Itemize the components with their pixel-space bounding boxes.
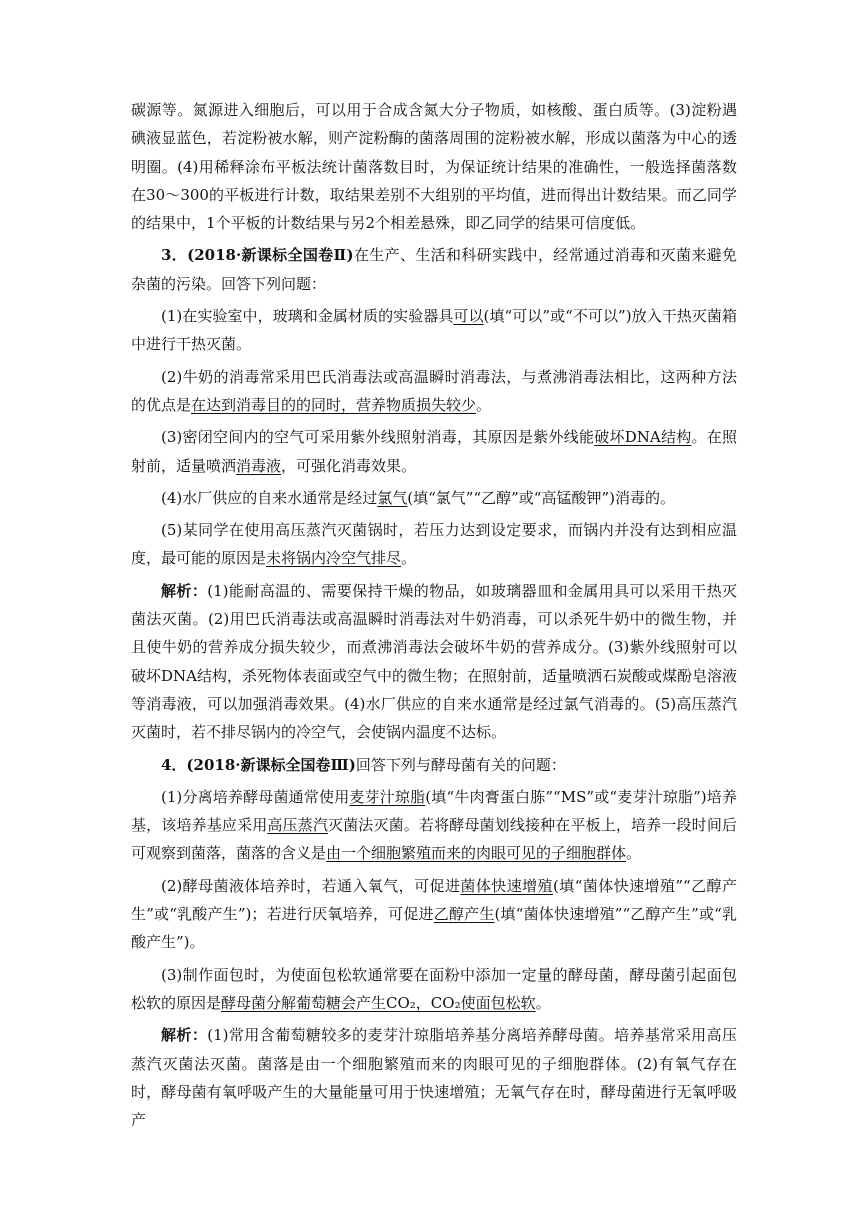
question-4-explanation — [131, 1021, 737, 1134]
text-segment: 回答下列与酵母菌有关的问题： — [355, 755, 566, 774]
explanation-label: 解析： — [161, 1026, 208, 1045]
question-4-part-3 — [131, 961, 737, 1018]
question-3-part-3 — [131, 423, 737, 480]
text-segment: (填“氯气”“乙醇”或“高锰酸钾”)消毒的。 — [407, 488, 675, 507]
answer-underline: 高压蒸汽 — [267, 816, 328, 835]
answer-underline: 在达到消毒目的的同时，营养物质损失较少 — [191, 395, 477, 414]
text-segment: (5)某同学在使用高压蒸汽灭菌锅时，若压力达到设定要求，而锅内并没有达到相应温度，最可能的原因是 — [131, 521, 737, 568]
text-segment: 。 — [476, 395, 492, 414]
answer-underline: 菌体快速增殖 — [460, 876, 553, 895]
text-segment: (填“菌体快速增殖”“乙醇产生”或“乳酸产生”)。 — [131, 905, 737, 952]
answer-underline: 酵母菌分解葡萄糖会产生CO₂，CO₂使面包松软 — [221, 993, 536, 1012]
question-4-stem — [131, 751, 737, 779]
answer-underline: 氯气 — [377, 488, 408, 507]
question-3-explanation — [131, 577, 737, 747]
answer-underline: 由一个细胞繁殖而来的肉眼可见的子细胞群体 — [326, 844, 627, 863]
text-segment: (1)分离培养酵母菌通常使用 — [161, 787, 350, 806]
question-3-part-2 — [131, 363, 737, 420]
question-4-part-2 — [131, 872, 737, 957]
question-3-stem — [131, 241, 737, 298]
text-segment: 。 — [535, 993, 551, 1012]
answer-underline: 未将锅内冷空气排尽 — [266, 549, 402, 568]
text-segment: (4)水厂供应的自来水通常是经过 — [161, 488, 378, 507]
text-segment: 碳源等。氮源进入细胞后，可以用于合成含氮大分子物质，如核酸、蛋白质等。(3)淀粉遇碘液显蓝色，若淀粉被水解，则产淀粉酶的菌落周围的淀粉被水解，形成以菌落为中心的透明圈。(4)用稀释涂布平板法统计菌落数目时，为保证统计结果的准确性，一般选择菌落数在30～300的平板进行计数，取结果差别不大组别的平均值，进而得出计数结果。而乙同学的结果中，1个平板的计数结果与另2个相差悬殊，即乙同学的结果可信度低。 — [131, 101, 737, 233]
text-segment: (3)制作面包时，为使面包松软通常要在面粉中添加一定量的酵母菌，酵母菌引起面包松软的原因是 — [131, 965, 737, 1012]
text-segment: 。 — [626, 844, 642, 863]
text-segment: 。 — [401, 549, 417, 568]
text-segment: (填“菌体快速增殖”“乙醇产生”或“乳酸产生”)；若进行厌氧培养，可促进 — [131, 876, 737, 924]
question-3-part-5 — [131, 516, 737, 573]
answer-underline: 麦芽汁琼脂 — [349, 787, 426, 806]
text-segment: 灭菌法灭菌。若将酵母菌划线接种在平板上，培养一段时间后可观察到菌落，菌落的含义是 — [131, 816, 737, 863]
text-segment: (填“可以”或“不可以”)放入干热灭菌箱中进行干热灭菌。 — [131, 307, 737, 354]
text-segment: ，可强化消毒效果。 — [281, 456, 417, 475]
question-3-part-4 — [131, 484, 737, 512]
text-segment: (填“牛肉膏蛋白胨”“MS”或“麦芽汁琼脂”)培养基，该培养基应采用 — [131, 787, 737, 835]
text-segment: (2)酵母菌液体培养时，若通入氧气，可促进 — [161, 876, 461, 895]
answer-underline: 乙醇产生 — [433, 905, 495, 924]
question-4-part-1 — [131, 783, 737, 868]
text-segment: 。在照射前，适量喷洒 — [131, 428, 737, 475]
answer-underline: 破坏DNA结构 — [594, 428, 692, 447]
explanation-label: 解析： — [161, 581, 208, 600]
answer-underline: 可以 — [453, 307, 484, 326]
text-segment: 在生产、生活和科研实践中，经常通过消毒和灭菌来避免杂菌的污染。回答下列问题： — [131, 246, 737, 293]
text-segment: (3)密闭空间内的空气可采用紫外线照射消毒，其原因是紫外线能 — [161, 428, 595, 447]
text-segment: (1)在实验室中，玻璃和金属材质的实验器具 — [161, 307, 454, 326]
document-page — [131, 96, 737, 1134]
question-number: 4．(2018·新课标全国卷Ⅲ) — [161, 755, 356, 774]
text-segment: (1)常用含葡萄糖较多的麦芽汁琼脂培养基分离培养酵母菌。培养基常采用高压蒸汽灭菌法灭菌。菌落是由一个细胞繁殖而来的肉眼可见的子细胞群体。(2)有氧气存在时，酵母菌有氧呼吸产生的大量能量可用于快速增殖；无氧气存在时，酵母菌进行无氧呼吸产 — [131, 1026, 737, 1130]
text-segment: (1)能耐高温的、需要保持干燥的物品，如玻璃器皿和金属用具可以采用干热灭菌法灭菌。(2)用巴氏消毒法或高温瞬时消毒法对牛奶消毒，可以杀死牛奶中的微生物，并且使牛奶的营养成分损失较少，而煮沸消毒法会破坏牛奶的营养成分。(3)紫外线照射可以破坏DNA结构，杀死物体表面或空气中的微生物；在照射前，适量喷洒石炭酸或煤酚皂溶液等消毒液，可以加强消毒效果。(4)水厂供应的自来水通常是经过氯气消毒的。(5)高压蒸汽灭菌时，若不排尽锅内的冷空气，会使锅内温度不达标。 — [131, 581, 737, 742]
question-3-part-1 — [131, 302, 737, 359]
answer-underline: 消毒液 — [236, 456, 282, 475]
text-segment: (2)牛奶的消毒常采用巴氏消毒法或高温瞬时消毒法，与煮沸消毒法相比，这两种方法的优点是 — [131, 367, 737, 414]
question-number: 3．(2018·新课标全国卷Ⅱ) — [161, 246, 354, 265]
answer-explanation-continued — [131, 96, 737, 237]
